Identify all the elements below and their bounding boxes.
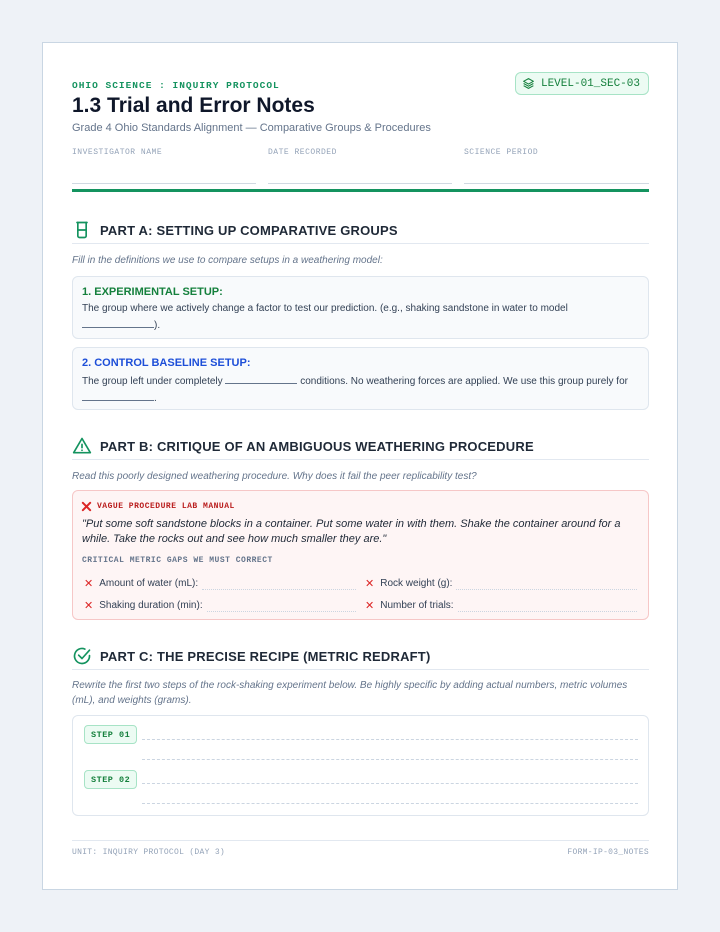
gap-rock-weight (365, 572, 637, 590)
level-badge-text: LEVEL-01_SEC-03 (540, 77, 640, 90)
step-02-line[interactable] (142, 803, 638, 804)
vague-procedure-box (72, 490, 649, 620)
check-circle-icon (72, 646, 92, 666)
card-text: The group where we actively change a factor to test our prediction. (e.g., shaking sandstone in water to model (82, 303, 568, 314)
part-b-instruction: Read this poorly designed weathering procedure. Why does it fail the peer replicability test? (72, 471, 477, 482)
beaker-icon (72, 220, 92, 240)
vague-procedure-label (81, 501, 235, 512)
x-mark-icon: ✕ (84, 600, 94, 612)
step-02-line[interactable] (142, 783, 638, 784)
part-a-title: PART A: SETTING UP COMPARATIVE GROUPS (100, 222, 398, 238)
x-mark-icon: ✕ (84, 578, 94, 590)
science-period-field[interactable] (464, 148, 649, 184)
field-label: DATE RECORDED (268, 148, 337, 157)
header-divider (72, 189, 649, 192)
part-a-instruction: Fill in the definitions we use to compare setups in a weathering model: (72, 255, 383, 266)
part-c-header (72, 643, 649, 670)
step-01-line[interactable] (142, 739, 638, 740)
part-c-title: PART C: THE PRECISE RECIPE (METRIC REDRAFT) (100, 648, 431, 664)
part-b-header (72, 433, 649, 460)
worksheet-page (42, 42, 678, 890)
gap-input[interactable] (202, 578, 356, 590)
gap-water-amount (84, 572, 356, 590)
info-fields (72, 148, 649, 184)
card-text: . (154, 392, 157, 404)
investigator-name-field[interactable] (72, 148, 256, 184)
close-icon (81, 501, 92, 512)
page-title: 1.3 Trial and Error Notes (72, 94, 315, 117)
control-baseline-text (82, 373, 639, 406)
step-02-badge: STEP 02 (84, 770, 137, 789)
step-01-line[interactable] (142, 759, 638, 760)
experimental-setup-text (82, 302, 639, 333)
gap-label: Number of trials: (380, 600, 454, 611)
eyebrow-label: OHIO SCIENCE : INQUIRY PROTOCOL (72, 80, 280, 91)
x-mark-icon: ✕ (365, 578, 375, 590)
gap-label: Amount of water (mL): (99, 578, 199, 589)
gap-number-of-trials (365, 594, 637, 612)
gap-label: Shaking duration (min): (99, 600, 203, 611)
date-recorded-field[interactable] (268, 148, 452, 184)
card-text: The group left under completely (82, 376, 223, 387)
field-label: INVESTIGATOR NAME (72, 148, 163, 157)
procedure-quote: "Put some soft sandstone blocks in a container. Put some water in with them. Shake the container around for a while. Take the rocks out and see how much smaller they are." (82, 518, 621, 545)
footer-form-id: FORM-IP-03_NOTES (567, 848, 649, 857)
part-b-title: PART B: CRITIQUE OF AN AMBIGUOUS WEATHERING PROCEDURE (100, 438, 534, 454)
footer-unit: UNIT: INQUIRY PROTOCOL (DAY 3) (72, 848, 226, 857)
page-footer (72, 840, 649, 857)
control-baseline-card (72, 347, 649, 410)
gap-shaking-duration (84, 594, 356, 612)
vague-procedure-label-text: VAGUE PROCEDURE LAB MANUAL (97, 502, 235, 511)
card-text: conditions. No weathering forces are applied. We use this group purely for (300, 376, 628, 387)
gap-input[interactable] (207, 600, 356, 612)
blank-input[interactable] (225, 373, 297, 384)
gap-input[interactable] (456, 578, 637, 590)
card-text: ). (154, 319, 161, 331)
page-subtitle: Grade 4 Ohio Standards Alignment — Comparative Groups & Procedures (72, 122, 431, 134)
layers-icon (522, 77, 535, 90)
x-mark-icon: ✕ (365, 600, 375, 612)
gap-label: Rock weight (g): (380, 578, 453, 589)
part-a-header (72, 217, 649, 244)
level-badge (515, 72, 649, 95)
experimental-setup-card (72, 276, 649, 339)
field-label: SCIENCE PERIOD (464, 148, 539, 157)
part-c-instruction: Rewrite the first two steps of the rock-shaking experiment below. Be highly specific by adding actual numbers, metric volumes (mL), and weights (grams). (72, 680, 628, 706)
warning-triangle-icon (72, 436, 92, 456)
blank-input[interactable] (82, 390, 154, 401)
recipe-steps-box (72, 715, 649, 816)
step-01-badge: STEP 01 (84, 725, 137, 744)
metric-gaps-label: CRITICAL METRIC GAPS WE MUST CORRECT (82, 556, 273, 565)
gap-input[interactable] (458, 600, 637, 612)
experimental-setup-heading: 1. EXPERIMENTAL SETUP: (82, 286, 223, 298)
blank-input[interactable] (82, 317, 154, 328)
control-baseline-heading: 2. CONTROL BASELINE SETUP: (82, 357, 251, 369)
